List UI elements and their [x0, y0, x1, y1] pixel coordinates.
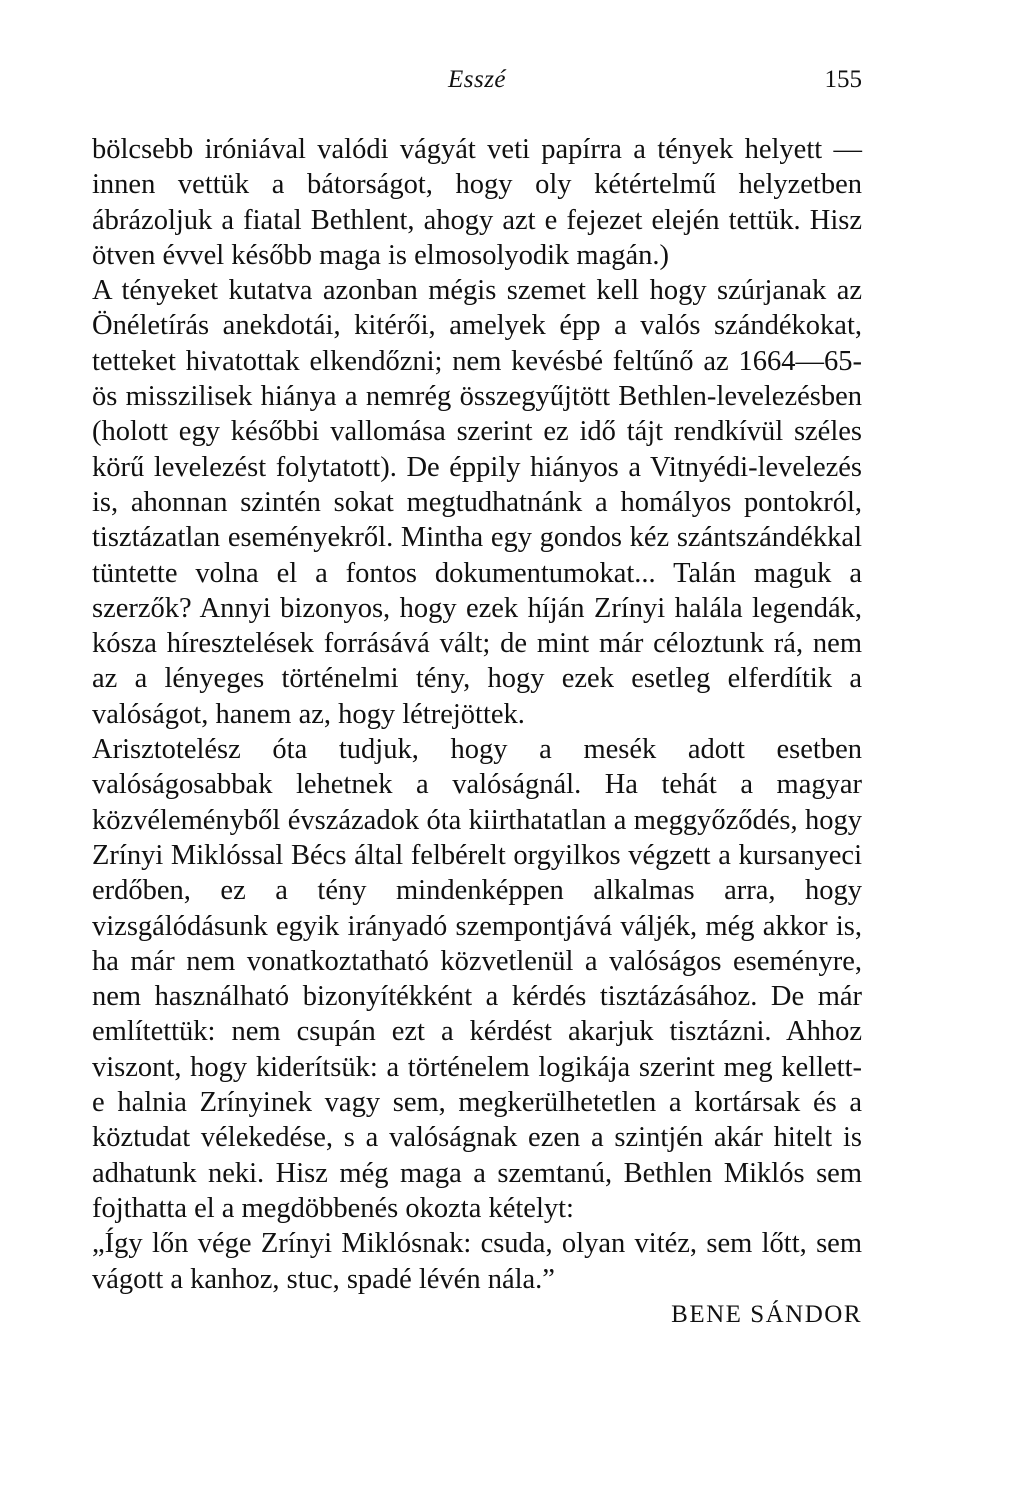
running-title: Esszé: [447, 66, 507, 93]
paragraph: Arisztotelész óta tudjuk, hogy a mesék adott esetben valóságosabbak lehetnek a valóságnál. Ha tehát a magyar közvéleményből évszázadok óta kiirthatatlan a meggyőződés, hogy Zrínyi Miklóssal Bécs által felbérelt orgyilkos végzett a kursanyeci erdőben, ez a tény mindenképpen alkalmas arra, hogy vizsgálódásunk egyik irányadó szempontjává váljék, még akkor is, ha már nem vonatkoztatható közvetlenül a valóságos eseményre, nem használható bizonyítékként a kérdés tisztázásához. De már említettük: nem csupán ezt a kérdést akarjuk tisztázni. Ahhoz viszont, hogy kiderítsük: a történelem logikája szerint meg kellett-e halnia Zrínyinek vagy sem, megkerülhetetlen a kortársak és a köztudat vélekedése, s a valóságnak ezen a szintjén akár hitelt is adhatunk neki. Hisz még maga a szemtanú, Bethlen Miklós sem fojthatta el a megdöbbenés okozta kételyt:: [92, 734, 862, 1224]
running-head: [92, 66, 862, 106]
paragraph: bölcsebb iróniával valódi vágyát veti papírra a tények helyett — innen vettük a bátorságot, hogy oly kétértelmű helyzetben ábrázoljuk a fiatal Bethlent, ahogy azt e fejezet elején tettük. Hisz ötven évvel később maga is elmosolyodik magán.): [92, 134, 862, 271]
author-signature: BENE SÁNDOR: [671, 1300, 862, 1328]
book-page: [92, 66, 862, 1329]
essay-body: [92, 132, 862, 1297]
paragraph: A tényeket kutatva azonban mégis szemet kell hogy szúrjanak az Önéletírás anekdotái, kitérői, amelyek épp a valós szándékokat, tetteket hivatottak elkendőzni; nem kevésbé feltűnő az 1664—65-ös misszilisek hiánya a nemrég összegyűjtött Bethlen-levelezésben (holott egy későbbi vallomása szerint ez idő tájt rendkívül széles körű levelezést folytatott). De éppily hiányos a Vitnyédi-levelezés is, ahonnan szintén sokat megtudhatnánk a homályos pontokról, tisztázatlan eseményekről. Mintha egy gondos kéz szántszándékkal tüntette volna el a fontos dokumentumokat... Talán maguk a szerzők? Annyi bizonyos, hogy ezek híján Zrínyi halála legendák, kósza híresztelések forrásává vált; de mint már céloztunk rá, nem az a lényeges történelmi tény, hogy ezek esetleg elferdítik a valóságot, hanem az, hogy létrejöttek.: [92, 275, 862, 730]
quotation: „Így lőn vége Zrínyi Miklósnak: csuda, olyan vitéz, sem lőtt, sem vágott a kanhoz, stuc, spadé lévén nála.”: [92, 1228, 862, 1295]
page-number: 155: [824, 66, 862, 93]
